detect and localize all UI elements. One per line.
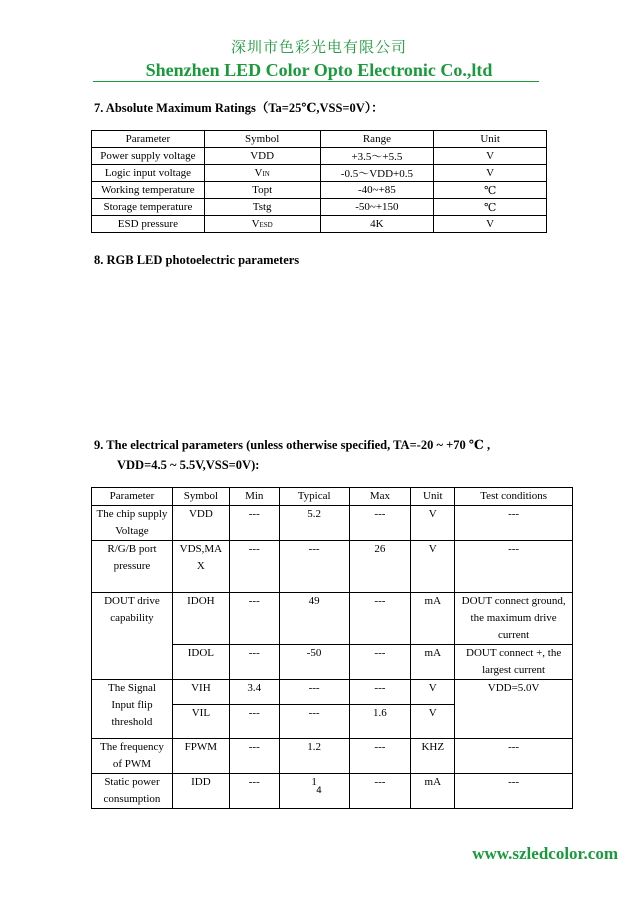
symbol-cell: VDD (172, 506, 229, 541)
test-conditions-cell: DOUT connect +, the largest current (455, 645, 573, 680)
range-cell: -40~+85 (320, 182, 434, 199)
column-header: Max (349, 488, 411, 506)
unit-cell: V (411, 705, 455, 739)
unit-cell: V (434, 148, 547, 165)
symbol-cell: FPWM (172, 739, 229, 774)
range-cell: +3.5～+5.5 (320, 148, 434, 165)
min-cell: --- (229, 506, 279, 541)
parameter-cell: R/G/B port pressure (92, 541, 173, 593)
parameter-cell: The Signal Input flip threshold (92, 680, 173, 739)
electrical-parameters-table (91, 487, 573, 809)
min-cell: --- (229, 739, 279, 774)
column-header: Symbol (204, 131, 320, 148)
symbol-cell: Tstg (204, 199, 320, 216)
unit-cell: ℃ (434, 199, 547, 216)
test-conditions-cell: VDD=5.0V (455, 680, 573, 739)
min-cell: --- (229, 705, 279, 739)
parameter-cell: Static power consumption (92, 774, 173, 809)
column-header: Parameter (92, 488, 173, 506)
symbol-cell: Topt (204, 182, 320, 199)
typical-cell: -50 (279, 645, 349, 680)
unit-cell: ℃ (434, 182, 547, 199)
section-9-title-continued: VDD=4.5 ~ 5.5V,VSS=0V): (117, 458, 260, 472)
range-cell: -0.5～VDD+0.5 (320, 165, 434, 182)
test-conditions-cell: --- (455, 541, 573, 593)
unit-cell: mA (411, 774, 455, 809)
table-header-row (92, 488, 573, 506)
column-header: Min (229, 488, 279, 506)
table-row (92, 680, 573, 705)
website-link[interactable]: www.szledcolor.com (472, 844, 618, 863)
symbol-cell: IDD (172, 774, 229, 809)
unit-cell: KHZ (411, 739, 455, 774)
parameter-cell: Working temperature (92, 182, 205, 199)
symbol-cell: IDOL (172, 645, 229, 680)
parameter-cell: The chip supply Voltage (92, 506, 173, 541)
parameter-cell: Logic input voltage (92, 165, 205, 182)
table-row (92, 182, 547, 199)
symbol-cell: VDD (204, 148, 320, 165)
unit-cell: mA (411, 645, 455, 680)
table-row (92, 216, 547, 233)
symbol-cell: VIL (172, 705, 229, 739)
test-conditions-cell: --- (455, 506, 573, 541)
unit-cell: V (411, 506, 455, 541)
table-row (92, 541, 573, 593)
max-cell: --- (349, 774, 411, 809)
test-conditions-cell: --- (455, 774, 573, 809)
unit-cell: V (411, 680, 455, 705)
min-cell: --- (229, 645, 279, 680)
column-header: Parameter (92, 131, 205, 148)
column-header: Typical (279, 488, 349, 506)
page-number: 4 (316, 786, 322, 796)
table-row (92, 148, 547, 165)
absolute-max-ratings-table (91, 130, 547, 233)
range-cell: 4K (320, 216, 434, 233)
table-row (92, 165, 547, 182)
symbol-cell: VIN (204, 165, 320, 182)
typical-cell: --- (279, 680, 349, 705)
test-conditions-cell: --- (455, 739, 573, 774)
column-header: Unit (411, 488, 455, 506)
unit-cell: V (434, 165, 547, 182)
max-cell: --- (349, 645, 411, 680)
column-header: Symbol (172, 488, 229, 506)
symbol-cell: IDOH (172, 593, 229, 645)
symbol-cell: VESD (204, 216, 320, 233)
header-divider (93, 81, 539, 82)
parameter-cell: Power supply voltage (92, 148, 205, 165)
max-cell: --- (349, 680, 411, 705)
company-name-english: Shenzhen LED Color Opto Electronic Co.,ltd (145, 60, 493, 80)
table-row (92, 593, 573, 645)
min-cell: --- (229, 541, 279, 593)
table-row (92, 506, 573, 541)
typical-cell: --- (279, 705, 349, 739)
column-header: Range (320, 131, 434, 148)
typical-cell: 49 (279, 593, 349, 645)
unit-cell: V (411, 541, 455, 593)
table-header-row (92, 131, 547, 148)
max-cell: --- (349, 506, 411, 541)
section-7-title: 7. Absolute Maximum Ratings（Ta=25℃,VSS=0V）： (94, 101, 384, 115)
company-name-chinese: 深圳市色彩光电有限公司 (230, 38, 407, 56)
parameter-cell: Storage temperature (92, 199, 205, 216)
parameter-cell: ESD pressure (92, 216, 205, 233)
unit-cell: mA (411, 593, 455, 645)
min-cell: --- (229, 774, 279, 809)
max-cell: 1.6 (349, 705, 411, 739)
typical-cell: 5.2 (279, 506, 349, 541)
column-header: Unit (434, 131, 547, 148)
test-conditions-cell: DOUT connect ground, the maximum drive current (455, 593, 573, 645)
parameter-cell: DOUT drive capability (92, 593, 173, 680)
section-9-title: 9. The electrical parameters (unless otherwise specified, TA=-20 ~ +70 ℃ , (94, 438, 491, 452)
column-header: Test conditions (455, 488, 573, 506)
range-cell: -50~+150 (320, 199, 434, 216)
max-cell: --- (349, 739, 411, 774)
table-row (92, 199, 547, 216)
typical-cell: 1 (279, 774, 349, 809)
symbol-cell: VDS,MAX (172, 541, 229, 593)
unit-cell: V (434, 216, 547, 233)
typical-cell: --- (279, 541, 349, 593)
table-row (92, 739, 573, 774)
min-cell: --- (229, 593, 279, 645)
parameter-cell: The frequency of PWM (92, 739, 173, 774)
max-cell: --- (349, 593, 411, 645)
section-8-title: 8. RGB LED photoelectric parameters (94, 253, 300, 267)
typical-cell: 1.2 (279, 739, 349, 774)
symbol-cell: VIH (172, 680, 229, 705)
max-cell: 26 (349, 541, 411, 593)
min-cell: 3.4 (229, 680, 279, 705)
